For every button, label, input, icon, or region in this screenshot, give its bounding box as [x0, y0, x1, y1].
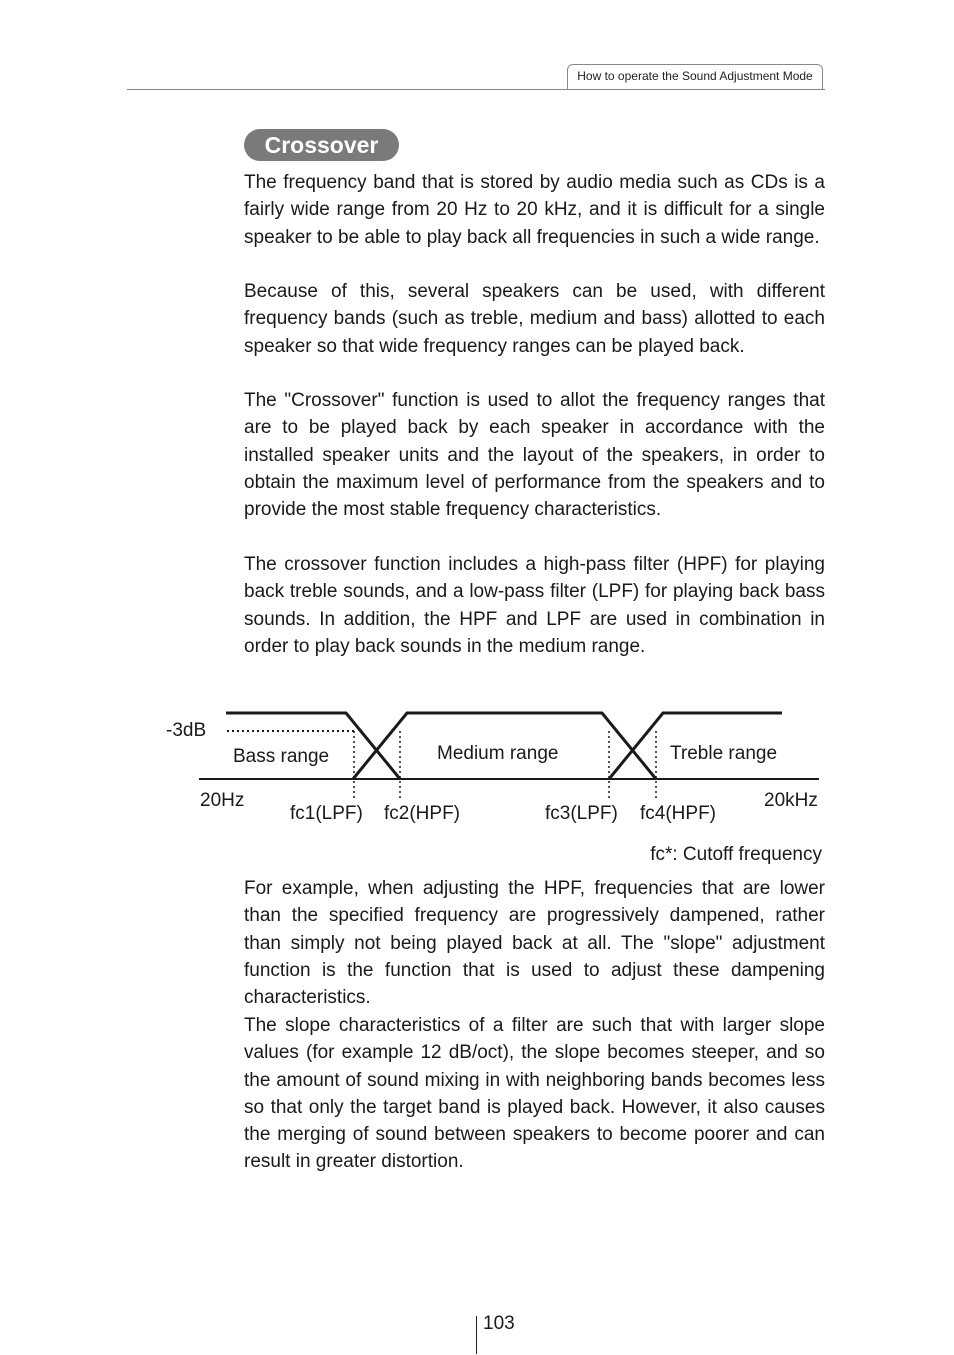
treble-range-label: Treble range — [670, 743, 778, 764]
paragraph: The frequency band that is stored by audio media such as CDs is a fairly wide range from 20 Hz to 20 kHz, and it is difficult for a single speaker to be able to play back all frequencies in such a wide range. — [244, 172, 825, 248]
paragraph: For example, when adjusting the HPF, frequencies that are lower than the specified frequency are progressively dampened, rather than simply not being played back at all. The "slope" adjustment function is the function that is used to adjust these dampening characteristics. — [244, 878, 825, 1009]
page-number-rule — [476, 1316, 477, 1354]
fc1-label: fc1(LPF) — [290, 803, 363, 824]
paragraph: Because of this, several speakers can be used, with different frequency bands (such as treble, medium and bass) allotted to each speaker so that wide frequency ranges can be played back. — [244, 281, 825, 357]
medium-range-label: Medium range — [437, 743, 559, 764]
paragraph: The crossover function includes a high-pass filter (HPF) for playing back treble sounds, and a low-pass filter (LPF) for playing back bass sounds. In addition, the HPF and LPF are used in combination in order to play back sounds in the medium range. — [244, 554, 825, 657]
fc2-label: fc2(HPF) — [384, 803, 460, 824]
section-title: Crossover — [244, 129, 399, 161]
fc3-label: fc3(LPF) — [545, 803, 618, 824]
header-rule — [127, 89, 825, 90]
cutoff-legend: fc*: Cutoff frequency — [650, 844, 822, 865]
bass-range-label: Bass range — [233, 746, 330, 767]
crossover-diagram — [0, 690, 954, 840]
running-header: How to operate the Sound Adjustment Mode — [567, 64, 823, 89]
paragraph: The "Crossover" function is used to allot the frequency ranges that are to be played back by each speaker in accordance with the installed speaker units and the layout of the speakers, in order to obtain the maximum level of performance from the speakers and to provide the most stable frequency characteristics. — [244, 390, 825, 521]
level-label: -3dB — [166, 720, 207, 741]
page-number: 103 — [483, 1313, 515, 1334]
axis-end-label: 20kHz — [764, 790, 818, 811]
fc4-label: fc4(HPF) — [640, 803, 716, 824]
axis-start-label: 20Hz — [200, 790, 245, 811]
paragraph: The slope characteristics of a filter are such that with larger slope values (for example 12 dB/oct), the slope becomes steeper, and so the amount of sound mixing in with neighboring bands becomes less so that only the target band is played back. However, it also causes the merging of sound between speakers to become poorer and can result in greater distortion. — [244, 1015, 825, 1173]
